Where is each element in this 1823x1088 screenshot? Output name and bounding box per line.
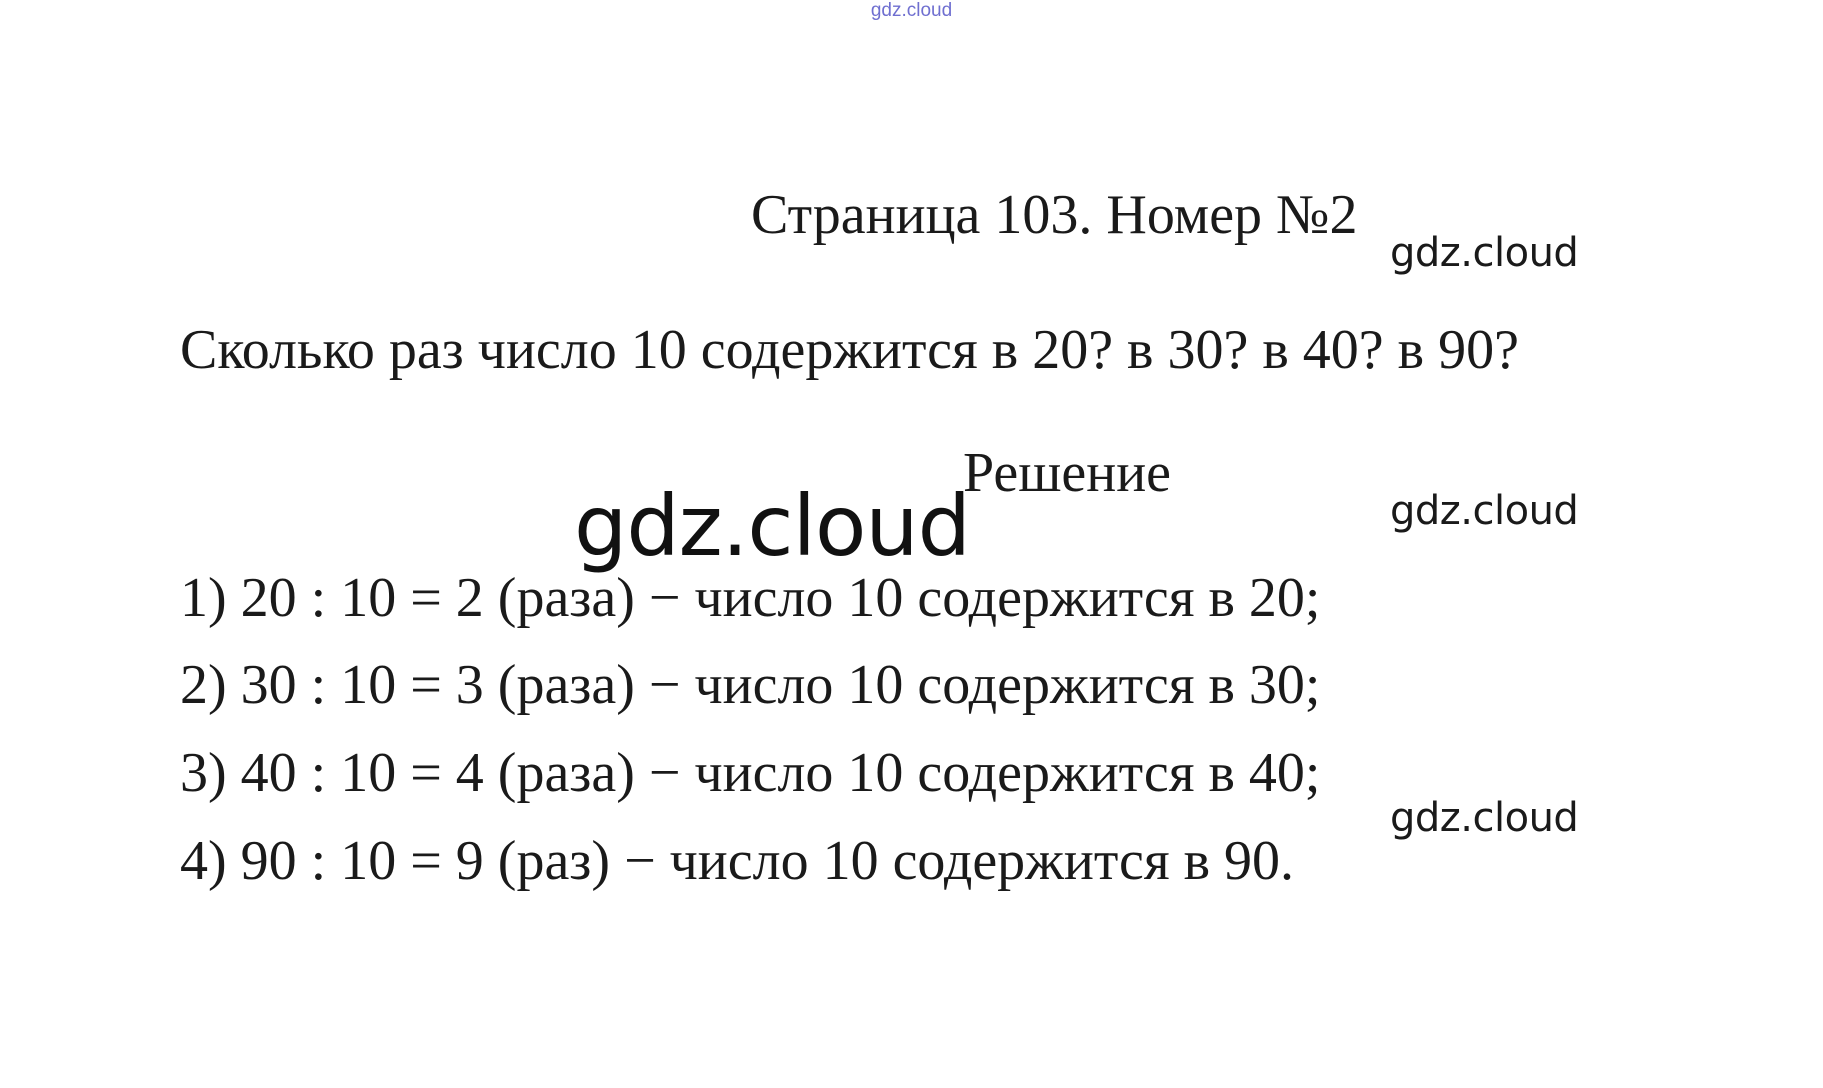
watermark-right-1: gdz.cloud: [1390, 230, 1579, 276]
solution-step: 2) 30 : 10 = 3 (раза) − число 10 содержится в 30;: [180, 654, 1321, 716]
watermark-right-3: gdz.cloud: [1390, 795, 1579, 841]
solution-step: 3) 40 : 10 = 4 (раза) − число 10 содержится в 40;: [180, 742, 1321, 804]
watermark-right-2: gdz.cloud: [1390, 488, 1579, 534]
question-text: Сколько раз число 10 содержится в 20? в 30? в 40? в 90?: [180, 319, 1519, 381]
solution-heading: Решение: [963, 442, 1172, 504]
solution-step: 1) 20 : 10 = 2 (раза) − число 10 содержится в 20;: [180, 567, 1321, 629]
watermark-center: gdz.cloud: [574, 477, 970, 575]
solution-step: 4) 90 : 10 = 9 (раз) − число 10 содержится в 90.: [180, 830, 1295, 892]
top-watermark: gdz.cloud: [870, 0, 953, 21]
page-title: Страница 103. Номер №2: [751, 184, 1358, 246]
